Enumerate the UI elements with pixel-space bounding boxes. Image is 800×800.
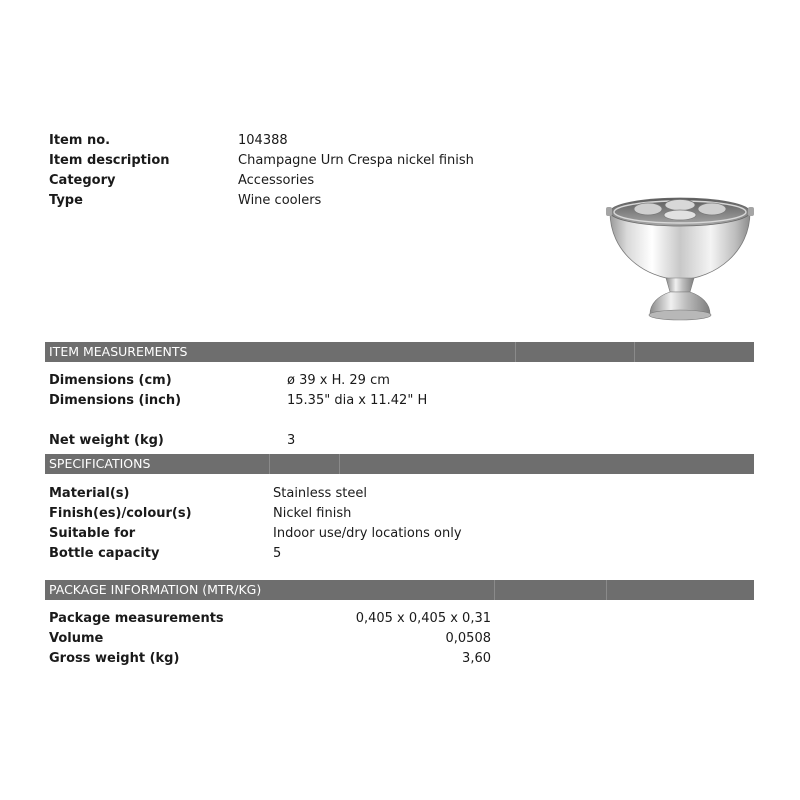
column-divider [515,342,516,362]
section-title: PACKAGE INFORMATION (MTR/KG) [49,582,262,597]
bottle-capacity-label: Bottle capacity [49,546,160,561]
volume-value: 0,0508 [445,631,491,646]
column-divider [634,342,635,362]
type-value: Wine coolers [238,193,322,208]
item-no-label: Item no. [49,133,111,148]
category-value: Accessories [238,173,315,188]
gross-weight-value: 3,60 [462,651,491,666]
package-information-header [45,580,754,600]
champagne-urn-product-image [604,188,756,328]
finish-colour-value: Nickel finish [273,506,352,521]
bottle-capacity-value: 5 [273,546,282,561]
column-divider [269,454,270,474]
volume-label: Volume [49,631,104,646]
suitable-for-label: Suitable for [49,526,136,541]
specifications-header [45,454,754,474]
item-measurements-header [45,342,754,362]
column-divider [339,454,340,474]
item-description-value: Champagne Urn Crespa nickel finish [238,153,474,168]
dimensions-inch-label: Dimensions (inch) [49,393,182,408]
dimensions-cm-label: Dimensions (cm) [49,373,172,388]
suitable-for-value: Indoor use/dry locations only [273,526,462,541]
package-measurements-label: Package measurements [49,611,224,626]
net-weight-label: Net weight (kg) [49,433,164,448]
column-divider [606,580,607,600]
column-divider [494,580,495,600]
finish-colour-label: Finish(es)/colour(s) [49,506,192,521]
material-value: Stainless steel [273,486,367,501]
category-label: Category [49,173,116,188]
net-weight-value: 3 [287,433,296,448]
section-title: SPECIFICATIONS [49,456,151,471]
type-label: Type [49,193,83,208]
section-title: ITEM MEASUREMENTS [49,344,188,359]
item-description-label: Item description [49,153,170,168]
package-measurements-value: 0,405 x 0,405 x 0,31 [355,611,491,626]
material-label: Material(s) [49,486,130,501]
gross-weight-label: Gross weight (kg) [49,651,180,666]
dimensions-inch-value: 15.35" dia x 11.42" H [287,393,428,408]
item-no-value: 104388 [238,133,288,148]
dimensions-cm-value: ø 39 x H. 29 cm [287,373,390,388]
